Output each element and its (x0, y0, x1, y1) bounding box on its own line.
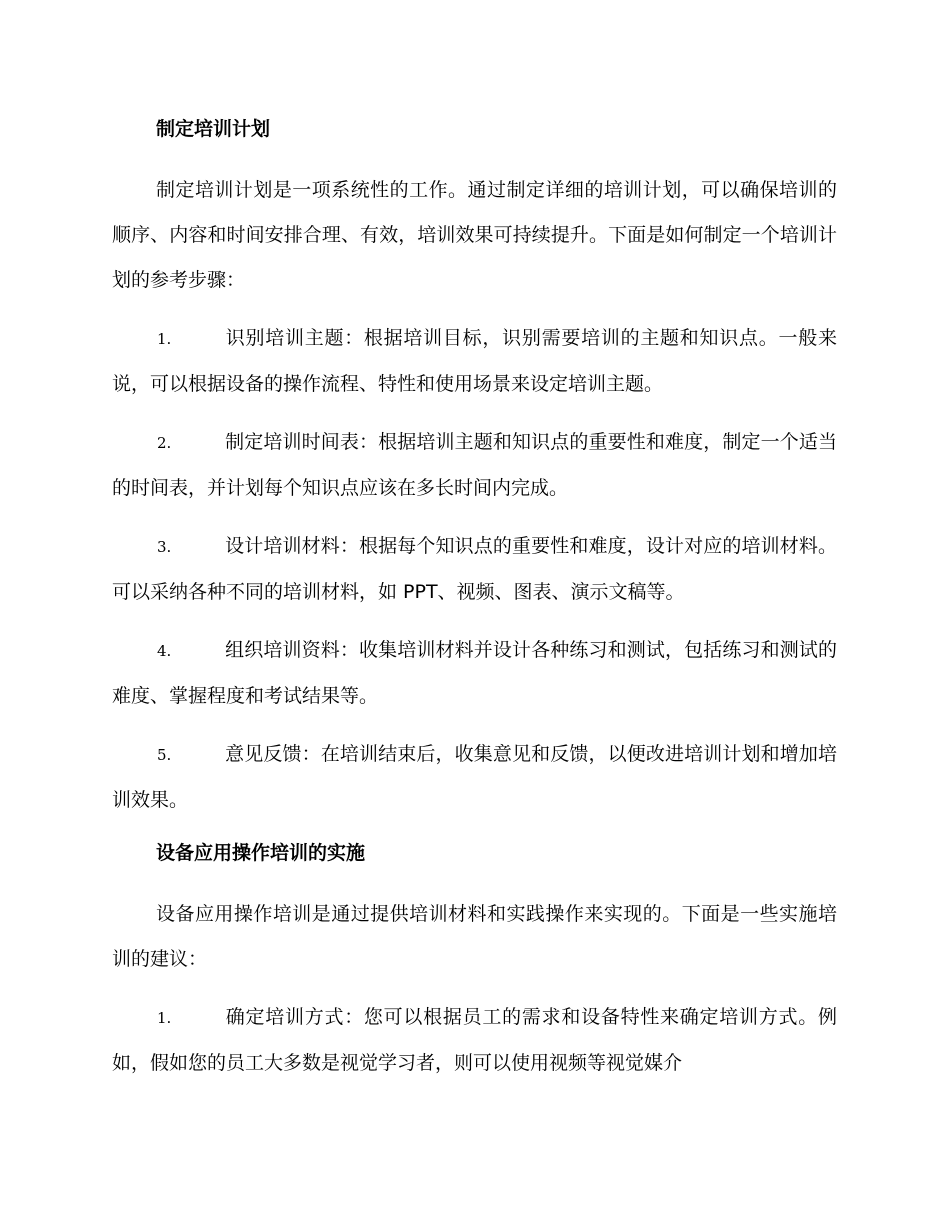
list-item (112, 316, 837, 407)
list-item-number: 5. (157, 746, 172, 764)
list-item-number: 1. (157, 1009, 172, 1027)
list-item-text: 组织培训资料：收集培训材料并设计各种练习和测试，包括练习和测试的难度、掌握程度和考试结果等。 (112, 639, 837, 707)
section-heading-training-implementation: 设备应用操作培训的实施 (156, 842, 366, 864)
list-item (112, 420, 837, 511)
list-item-text: 意见反馈：在培训结束后，收集意见和反馈，以便改进培训计划和增加培训效果。 (112, 743, 837, 811)
list-item-text: 设计培训材料：根据每个知识点的重要性和难度，设计对应的培训材料。可以采纳各种不同的培训材料，如 PPT、视频、图表、演示文稿等。 (112, 535, 837, 603)
list-item-text: 制定培训时间表：根据培训主题和知识点的重要性和难度，制定一个适当的时间表，并计划每个知识点应该在多长时间内完成。 (112, 431, 837, 499)
list-item (112, 995, 837, 1086)
list-item-text: 确定培训方式：您可以根据员工的需求和设备特性来确定培训方式。例如，假如您的员工大多数是视觉学习者，则可以使用视频等视觉媒介 (112, 1006, 837, 1074)
list-item-number: 4. (157, 642, 172, 660)
document-body (112, 112, 837, 1099)
list-item-text: 识别培训主题：根据培训目标，识别需要培训的主题和知识点。一般来说，可以根据设备的操作流程、特性和使用场景来设定培训主题。 (112, 327, 837, 395)
section-intro-training-plan: 制定培训计划是一项系统性的工作。通过制定详细的培训计划，可以确保培训的顺序、内容和时间安排合理、有效，培训效果可持续提升。下面是如何制定一个培训计划的参考步骤： (112, 179, 837, 291)
list-item-number: 3. (157, 538, 172, 556)
section-intro-training-implementation: 设备应用操作培训是通过提供培训材料和实践操作来实现的。下面是一些实施培训的建议： (112, 903, 837, 970)
list-item-number: 2. (157, 434, 172, 452)
section-heading-training-plan: 制定培训计划 (156, 118, 271, 140)
list-item (112, 524, 837, 615)
list-item-number: 1. (157, 330, 172, 348)
list-item (112, 628, 837, 719)
list-item (112, 732, 837, 823)
